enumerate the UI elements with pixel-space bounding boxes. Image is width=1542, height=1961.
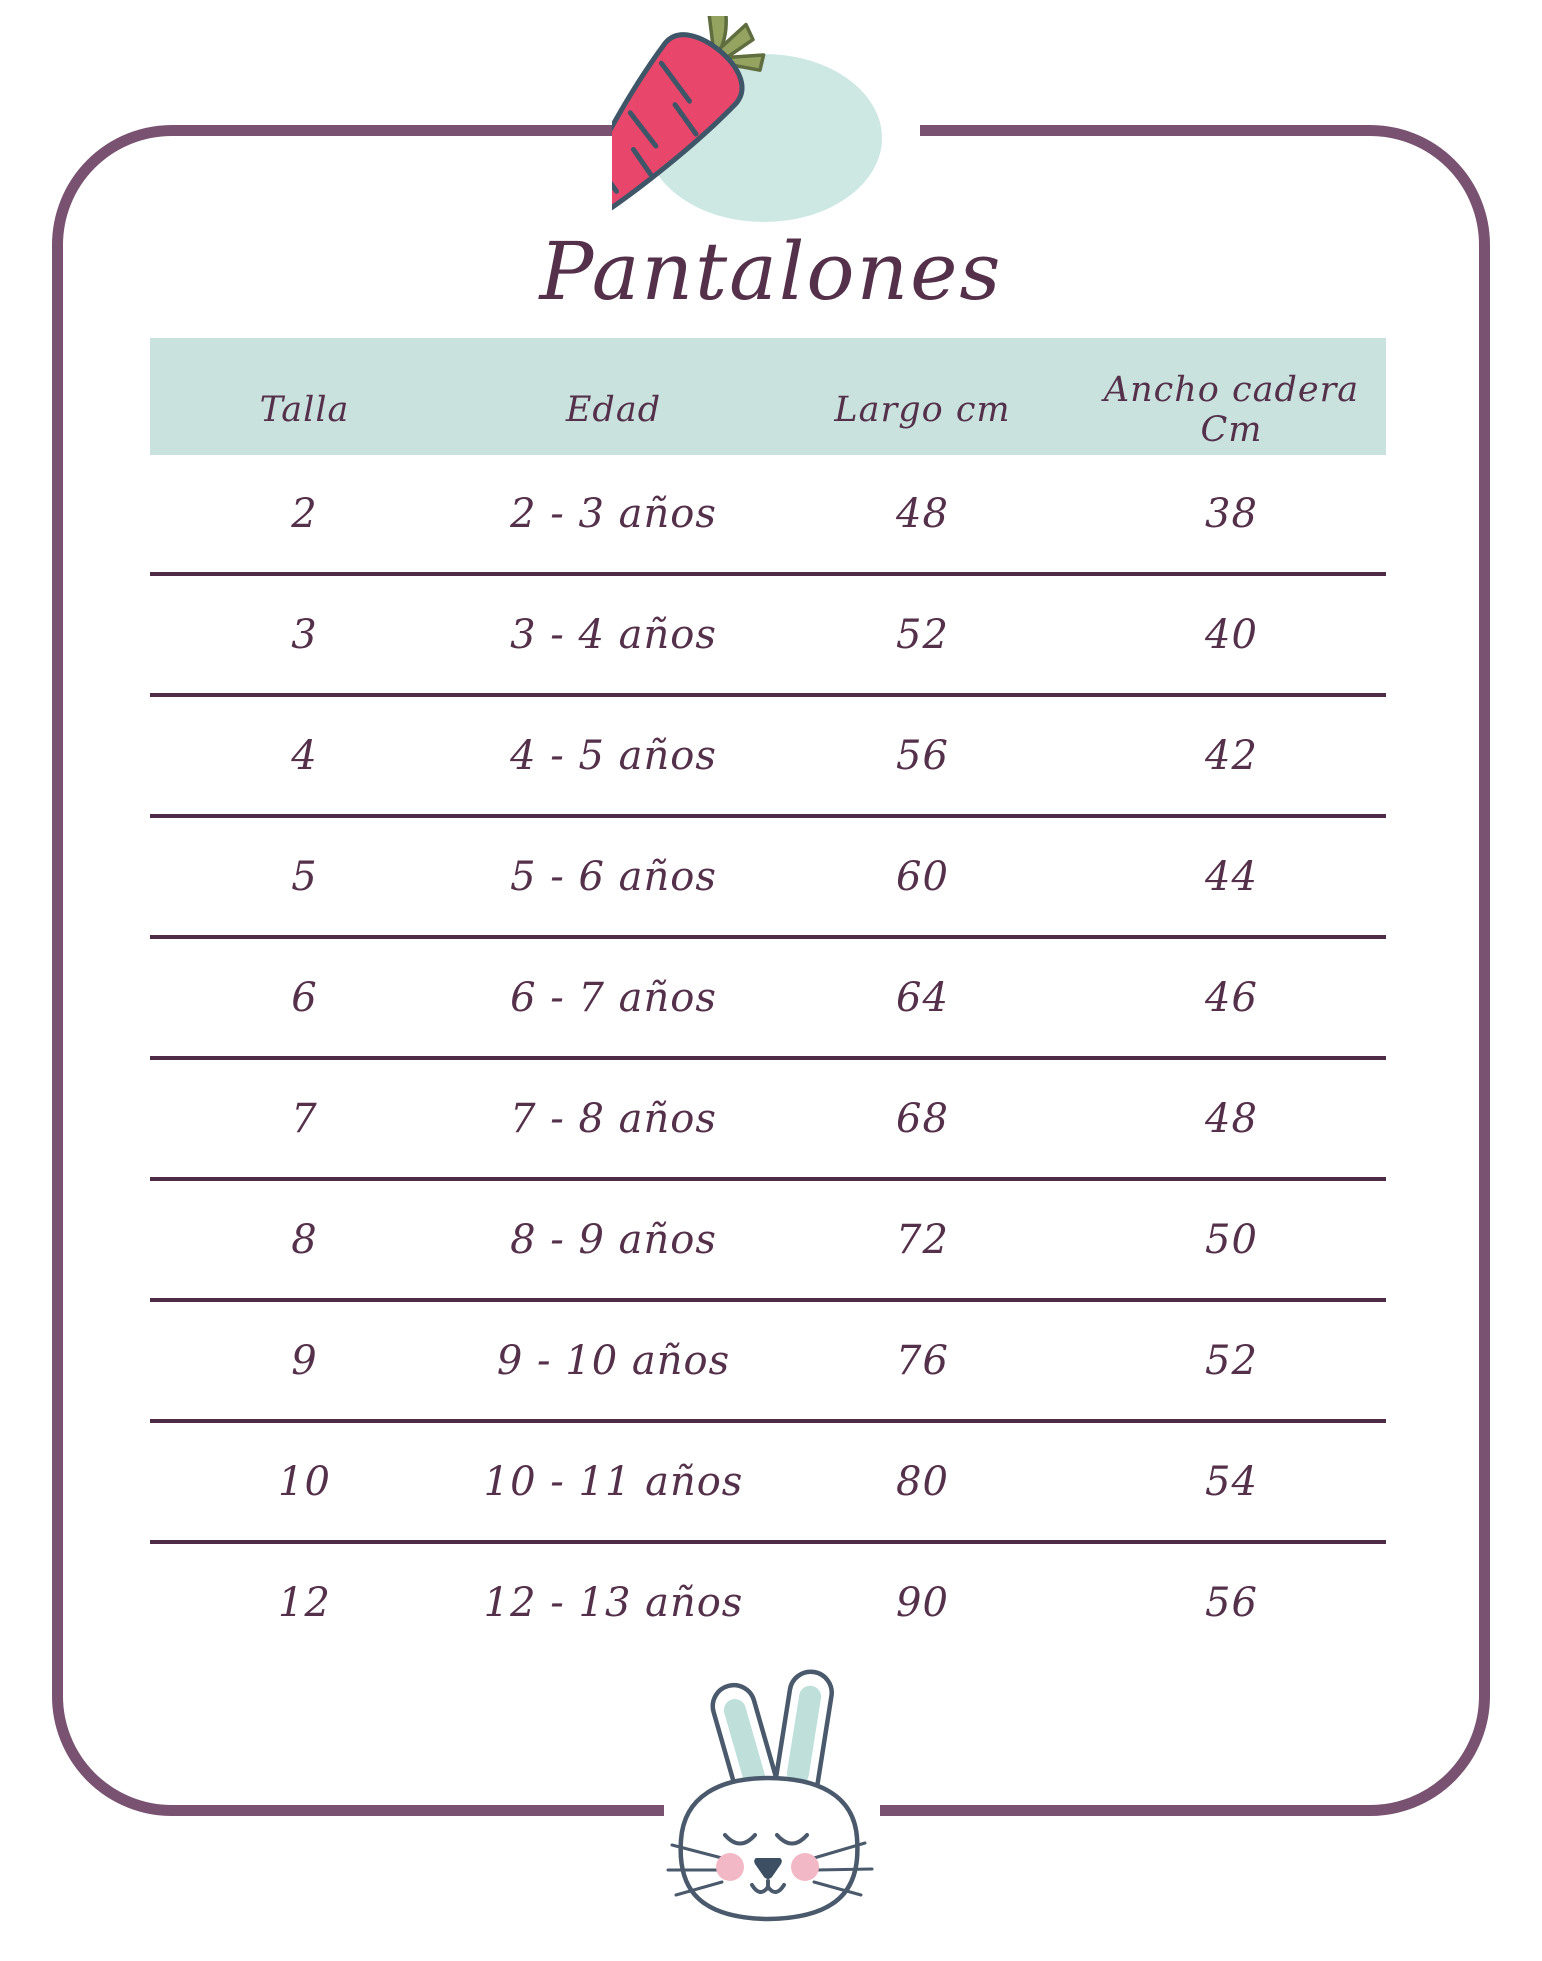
size-table: [150, 338, 1386, 1661]
cell-edad: 3 - 4 años: [510, 611, 717, 658]
header-talla: Talla: [259, 389, 350, 430]
table-header-row: [150, 338, 1386, 455]
cell-largo: 64: [896, 974, 949, 1021]
bunny-badge: [664, 1632, 880, 1937]
cell-edad: 5 - 6 años: [510, 853, 717, 900]
header-ancho: Ancho cadera Cm: [1103, 369, 1360, 450]
bunny-icon: [664, 1632, 880, 1937]
table-row: [150, 939, 1386, 1060]
cell-talla: 12: [278, 1579, 331, 1626]
cell-edad: 10 - 11 años: [483, 1458, 744, 1505]
cell-talla: 10: [278, 1458, 331, 1505]
cell-ancho: 48: [1205, 1095, 1258, 1142]
table-row: [150, 455, 1386, 576]
table-row: [150, 576, 1386, 697]
cell-ancho: 42: [1205, 732, 1258, 779]
cell-largo: 52: [896, 611, 949, 658]
cell-talla: 9: [291, 1337, 318, 1384]
cell-talla: 8: [291, 1216, 318, 1263]
cell-ancho: 40: [1205, 611, 1258, 658]
cell-talla: 3: [291, 611, 318, 658]
header-edad: Edad: [565, 389, 662, 430]
cell-ancho: 56: [1205, 1579, 1258, 1626]
table-rows: [150, 455, 1386, 1661]
table-row: [150, 1060, 1386, 1181]
cell-ancho: 52: [1205, 1337, 1258, 1384]
cell-talla: 2: [291, 490, 318, 537]
cell-ancho: 44: [1205, 853, 1258, 900]
cell-talla: 7: [291, 1095, 318, 1142]
cell-edad: 7 - 8 años: [510, 1095, 717, 1142]
cell-edad: 6 - 7 años: [510, 974, 717, 1021]
cell-edad: 8 - 9 años: [510, 1216, 717, 1263]
cell-talla: 5: [291, 853, 318, 900]
cell-edad: 4 - 5 años: [510, 732, 717, 779]
cell-ancho: 46: [1205, 974, 1258, 1021]
table-row: [150, 1423, 1386, 1544]
cell-talla: 6: [291, 974, 318, 1021]
table-row: [150, 1544, 1386, 1661]
carrot-badge: [612, 16, 920, 258]
cell-largo: 56: [896, 732, 949, 779]
cell-largo: 76: [896, 1337, 949, 1384]
cell-largo: 68: [896, 1095, 949, 1142]
cell-largo: 60: [896, 853, 949, 900]
cell-largo: 72: [896, 1216, 949, 1263]
cell-largo: 90: [896, 1579, 949, 1626]
page-title: Pantalones: [539, 225, 1003, 318]
cell-ancho: 38: [1205, 490, 1258, 537]
header-largo: Largo cm: [834, 389, 1011, 430]
cell-talla: 4: [291, 732, 318, 779]
cell-ancho: 54: [1205, 1458, 1258, 1505]
table-row: [150, 1302, 1386, 1423]
carrot-icon: [612, 16, 920, 258]
table-row: [150, 1181, 1386, 1302]
cell-largo: 48: [896, 490, 949, 537]
cell-largo: 80: [896, 1458, 949, 1505]
cell-edad: 9 - 10 años: [496, 1337, 731, 1384]
table-row: [150, 697, 1386, 818]
table-row: [150, 818, 1386, 939]
cell-edad: 2 - 3 años: [510, 490, 717, 537]
cell-edad: 12 - 13 años: [483, 1579, 744, 1626]
cell-ancho: 50: [1205, 1216, 1258, 1263]
